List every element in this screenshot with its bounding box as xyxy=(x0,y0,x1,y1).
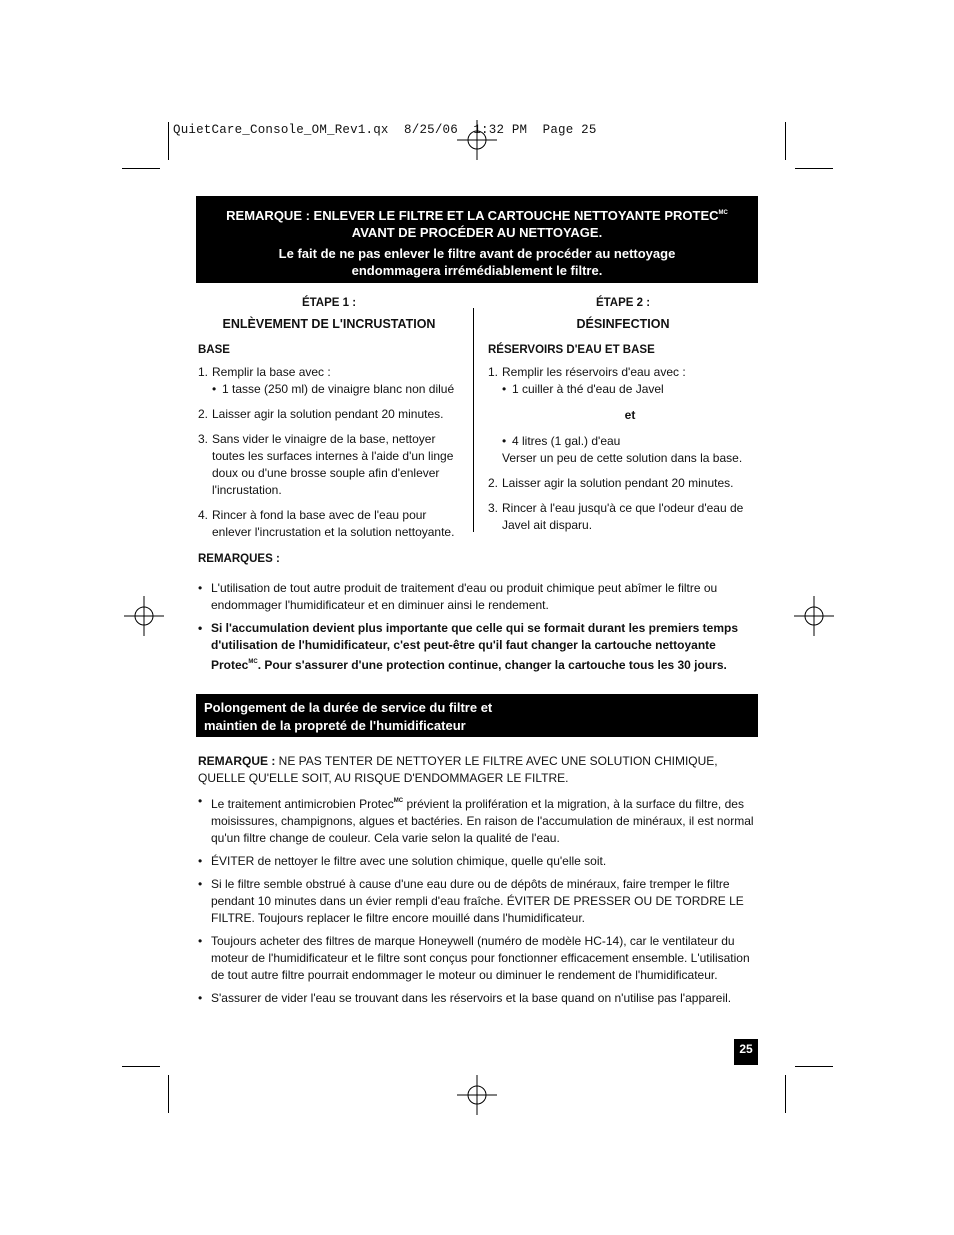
registration-mark-top xyxy=(457,120,497,160)
step-2-subhead: RÉSERVOIRS D'EAU ET BASE xyxy=(488,344,655,356)
crop-mark xyxy=(795,168,833,169)
warning-line-2: Le fait de ne pas enlever le filtre avant de procéder au nettoyage endommagera irrémédiablement le filtre. xyxy=(278,246,676,278)
step-1-list xyxy=(198,364,460,541)
step-2-column xyxy=(488,295,758,534)
list-item: 4. Rincer à fond la base avec de l'eau pour enlever l'incrustation et la solution nettoyante. xyxy=(198,508,455,539)
filter-note: REMARQUE : NE PAS TENTER DE NETTOYER LE FILTRE AVEC UNE SOLUTION CHIMIQUE, QUELLE QU'ELLE SOIT, AU RISQUE D'ENDOMMAGER LE FILTRE. xyxy=(198,754,718,785)
step-1-title: ENLÈVEMENT DE L'INCRUSTATION xyxy=(222,317,436,331)
list-note: Verser un peu de cette solution dans la base. xyxy=(502,451,743,465)
list-item: 2. Laisser agir la solution pendant 20 minutes. xyxy=(488,476,734,490)
crop-mark xyxy=(122,1066,160,1067)
list-item: • Si le filtre semble obstrué à cause d'une eau dure ou de dépôts de minéraux, faire tremper le filtre pendant 10 minutes dans un évier rempli d'eau fraîche. ÉVITER DE PRESSER OU DE TORDRE LE FILTRE. Toujours replacer le filtre encore mouillé dans l'humidificateur. xyxy=(198,876,758,927)
list-item: • Toujours acheter des filtres de marque Honeywell (numéro de modèle HC-14), car le ventilateur du moteur de l'humidificateur et le filtre sont conçus pour fonctionner efficacement ensemble. L'utilisation de tout autre filtre pourrait endommager le moteur ou diminuer le rendement de l'humidificateur. xyxy=(198,933,758,984)
print-slug: QuietCare_Console_OM_Rev1.qx 8/25/06 1:32 PM Page 25 xyxy=(173,123,597,137)
list-item: 1. Remplir la base avec : • 1 tasse (250 ml) de vinaigre blanc non dilué xyxy=(198,364,460,398)
step-2-label: ÉTAPE 2 : xyxy=(595,297,651,309)
crop-mark xyxy=(795,1066,833,1067)
list-item: • Le traitement antimicrobien Protec$^{MC}$ prévient la prolifération et la migration, à la surface du filtre, des moisissures, champignons, algues et bactéries. En raison de l'accumulation de minéraux, il est normal qu'un filtre change de couleur. Cela varie selon la qualité de l'eau. xyxy=(198,793,758,847)
crop-mark xyxy=(122,168,160,169)
list-item: 3. Sans vider le vinaigre de la base, nettoyer toutes les surfaces internes à l'aide d'un linge doux ou d'une brosse souple afin d'enlever l'incrustation. xyxy=(198,432,454,497)
crop-mark xyxy=(168,1075,169,1113)
list-bullet: • 1 tasse (250 ml) de vinaigre blanc non dilué xyxy=(212,381,460,398)
section-banner xyxy=(196,694,758,737)
page-number: 25 xyxy=(734,1039,758,1065)
step-1-subhead: BASE xyxy=(198,344,230,356)
crop-mark xyxy=(785,1075,786,1113)
list-bullet: • 1 cuiller à thé d'eau de Javel xyxy=(502,381,758,398)
list-bullet: • 4 litres (1 gal.) d'eau xyxy=(502,433,758,450)
remarks-list xyxy=(198,580,758,680)
remarks-heading: REMARQUES : xyxy=(198,553,280,565)
section-banner-line-1: Polongement de la durée de service du filtre et xyxy=(204,700,493,715)
filter-maintenance-section xyxy=(198,753,758,1007)
warning-banner xyxy=(196,196,758,283)
list-item: 2. Laisser agir la solution pendant 20 minutes. xyxy=(198,407,444,421)
conjunction-et: et xyxy=(624,408,636,422)
list-item: • S'assurer de vider l'eau se trouvant dans les réservoirs et la base quand on n'utilise pas l'appareil. xyxy=(198,990,758,1007)
step-2-title: DÉSINFECTION xyxy=(576,317,670,331)
step-1-label: ÉTAPE 1 : xyxy=(301,297,357,309)
registration-mark-right xyxy=(794,596,834,636)
step-1-column xyxy=(198,295,460,541)
registration-mark-left xyxy=(124,596,164,636)
warning-line-1: REMARQUE : ENLEVER LE FILTRE ET LA CARTOUCHE NETTOYANTE $PROTEC^{MC}$ AVANT DE PROCÉDER AU NETTOYAGE. xyxy=(226,208,728,240)
crop-mark xyxy=(785,122,786,160)
crop-mark xyxy=(168,122,169,160)
remark-item: • L'utilisation de tout autre produit de traitement d'eau ou produit chimique peut abîmer le filtre ou endommager l'humidificateur et en diminuer ainsi le rendement. xyxy=(198,580,758,614)
list-item: • ÉVITER de nettoyer le filtre avec une solution chimique, quelle qu'elle soit. xyxy=(198,853,758,870)
filter-tips-list xyxy=(198,793,758,1007)
step-2-list xyxy=(488,364,758,534)
list-item: 1. Remplir les réservoirs d'eau avec : • 1 cuiller à thé d'eau de Javel et • 4 litres (1 gal.) d'eau Verser un peu de cette solution dans la base. xyxy=(488,364,758,467)
list-item: 3. Rincer à l'eau jusqu'à ce que l'odeur d'eau de Javel ait disparu. xyxy=(488,501,744,532)
registration-mark-bottom xyxy=(457,1075,497,1115)
section-banner-line-2: maintien de la propreté de l'humidificateur xyxy=(204,718,466,733)
remark-item-bold: • Si l'accumulation devient plus importante que celle qui se formait durant les premiers temps d'utilisation de l'humidificateur, c'est peut-être qu'il faut changer la cartouche nettoyante Protec$^{MC}$. Pour s'assurer d'une protection continue, changer la cartouche tous les 30 jours. xyxy=(198,620,758,674)
column-divider xyxy=(473,308,474,532)
